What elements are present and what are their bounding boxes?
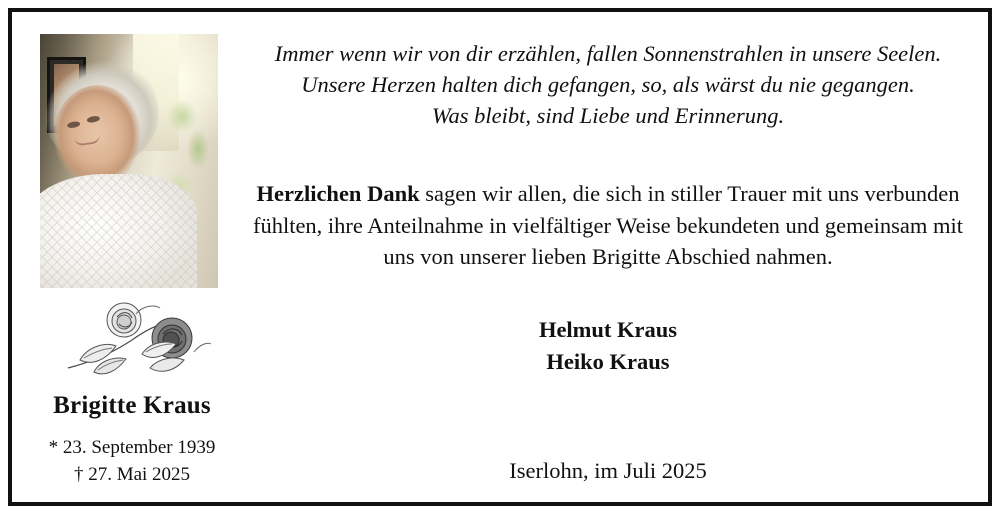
photo-mouth [74, 134, 101, 147]
photo-clothing [40, 174, 197, 288]
signer-name: Helmut Kraus [538, 317, 678, 342]
thanks-lead: Herzlichen Dank [256, 181, 420, 206]
life-dates [28, 434, 236, 488]
verse-line: Immer wenn wir von dir erzählen, fallen Sonnenstrahlen in unsere Seelen. [274, 41, 942, 66]
signers-block [244, 314, 972, 378]
card-inner [12, 12, 988, 502]
place-and-date: Iserlohn, im Juli 2025 [509, 458, 707, 483]
verse-block [244, 38, 972, 131]
birth-date: * 23. September 1939 [48, 437, 216, 458]
photo-eye-left [67, 120, 81, 128]
verse-line: Unsere Herzen halten dich gefangen, so, als wärst du nie gegangen. [301, 72, 915, 97]
rose-sketch-icon [54, 302, 212, 380]
deceased-name: Brigitte Kraus [53, 392, 211, 419]
left-column [28, 26, 236, 486]
signer-name: Heiko Kraus [546, 349, 670, 374]
right-column [244, 28, 972, 486]
death-date: † 27. Mai 2025 [73, 464, 191, 485]
photo-eye-right [86, 116, 100, 124]
thanks-paragraph [244, 178, 972, 273]
portrait-photo [40, 34, 218, 288]
thanks-body: sagen wir allen, die sich in stiller Trauer mit uns verbunden fühlten, ihre Anteilnahme in vielfältiger Weise bekundeten und gemeinsam mit uns von unserer lieben Brigitte Abschied nahmen. [252, 181, 964, 269]
verse-line: Was bleibt, sind Liebe und Erinnerung. [431, 103, 785, 128]
